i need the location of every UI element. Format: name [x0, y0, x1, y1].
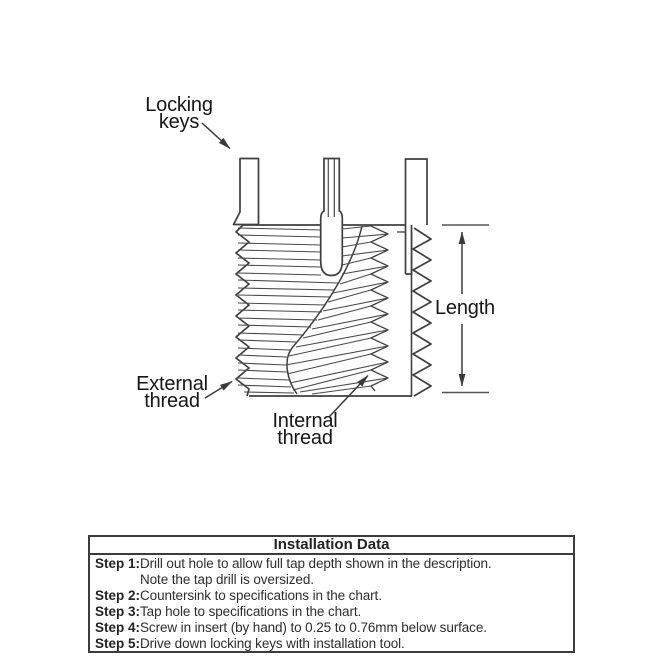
locking-key-right — [406, 159, 428, 274]
external-thread-label-line1: External — [136, 373, 208, 395]
table-row-step4 — [90, 620, 573, 636]
step2-text: Countersink to specifications in the chart. — [140, 588, 382, 603]
installation-data-table — [88, 535, 575, 653]
locking-key-center — [321, 159, 343, 276]
locking-keys-label-line1: Locking — [145, 94, 213, 116]
step4-text: Screw in insert (by hand) to 0.25 to 0.76mm below surface. — [140, 620, 487, 635]
step3-text: Tap hole to specifications in the chart. — [140, 604, 362, 619]
table-row-step5 — [90, 636, 573, 652]
locking-keys-label — [137, 94, 221, 133]
step4-label: Step 4: — [95, 620, 141, 635]
step1-text-line1: Drill out hole to allow full tap depth shown in the description. — [140, 556, 492, 571]
table-rows — [90, 555, 573, 652]
external-thread-label — [130, 373, 214, 412]
table-row-step1 — [90, 556, 573, 572]
external-thread-label-line2: thread — [144, 389, 200, 412]
step2-label: Step 2: — [95, 588, 141, 603]
step1-label-spacer — [90, 572, 140, 588]
step5-text: Drive down locking keys with installation tool. — [140, 636, 405, 651]
table-row-step1-cont — [90, 572, 573, 588]
step1-label: Step 1: — [95, 556, 141, 571]
step1-text-line2: Note the tap drill is oversized. — [140, 572, 314, 587]
table-row-step3 — [90, 604, 573, 620]
table-title: Installation Data — [90, 537, 573, 555]
length-label: Length — [435, 297, 495, 319]
step3-label: Step 3: — [95, 604, 141, 619]
locking-keys-label-line2: keys — [158, 110, 200, 133]
table-row-step2 — [90, 588, 573, 604]
internal-thread-label-line1: Internal — [272, 410, 338, 432]
internal-thread-label-line2: thread — [277, 426, 333, 449]
step5-label: Step 5: — [95, 636, 141, 651]
internal-thread-label — [263, 410, 347, 449]
locking-key-left — [234, 159, 259, 225]
